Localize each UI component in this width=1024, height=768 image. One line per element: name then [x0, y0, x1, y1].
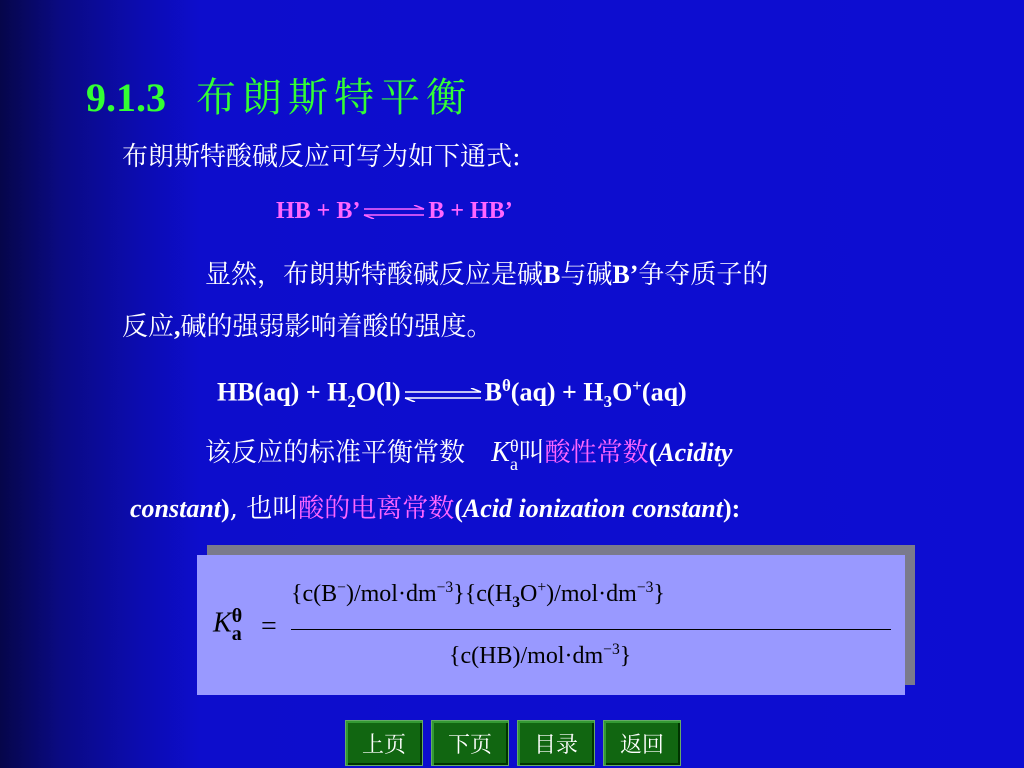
- num-sup: −3: [636, 579, 654, 596]
- intro-text: 布朗斯特酸碱反应可写为如下通式:: [122, 142, 521, 172]
- back-button[interactable]: 返回: [603, 720, 681, 766]
- formula-k-sub: a: [231, 623, 242, 645]
- num-part: {c(B: [291, 581, 338, 607]
- section-number: 9.1.3: [86, 75, 166, 120]
- base-b-prime: B’: [612, 260, 639, 289]
- eq-part: (aq) + H: [510, 377, 604, 407]
- ionization-english: Acid ionization constant: [462, 494, 723, 523]
- explanation-text: 反应: [122, 312, 175, 342]
- section-title: 布朗斯特平衡: [196, 75, 472, 121]
- num-sup: +: [537, 579, 547, 596]
- num-part: )/mol·dm: [546, 581, 637, 607]
- formula-k-sup: θ: [231, 605, 243, 627]
- acidity-english: constant: [130, 494, 222, 523]
- explanation-text: 争夺质子的: [638, 260, 769, 290]
- num-part: }{c(H: [453, 581, 513, 607]
- den-part: }: [619, 643, 632, 669]
- eq-subscript: 3: [603, 391, 613, 411]
- acidity-line-2: [130, 488, 740, 525]
- formula-denominator: [449, 641, 631, 670]
- general-equation: [276, 198, 513, 225]
- fraction-bar: [291, 629, 891, 630]
- acidity-text: 叫: [518, 438, 545, 468]
- eq-superscript: θ: [501, 376, 511, 395]
- eq-part: (aq): [641, 377, 687, 407]
- prev-page-button[interactable]: 上页: [345, 720, 423, 766]
- general-equation-left: HB + B’: [276, 198, 361, 224]
- formula-equals: =: [261, 611, 277, 642]
- den-sup: −3: [603, 641, 620, 658]
- acidity-text: , 也叫: [229, 494, 299, 524]
- paren: ):: [723, 494, 741, 523]
- formula-numerator: [291, 579, 665, 612]
- ionization-term: 酸的电离常数: [298, 494, 455, 524]
- ka-sub: a: [509, 453, 518, 474]
- comma: ,: [174, 312, 181, 341]
- ka-symbol: [491, 435, 519, 474]
- formula-k: [213, 607, 242, 643]
- explanation-line-1: [205, 254, 768, 291]
- formula-box: [197, 555, 905, 695]
- ka-sup: θ: [509, 435, 519, 456]
- num-part: )/mol·dm: [345, 581, 437, 607]
- paren: ): [221, 494, 230, 523]
- den-part: {c(HB)/mol·dm: [449, 643, 604, 669]
- ka-scripts: [510, 437, 519, 473]
- eq-part: O(l): [355, 377, 401, 407]
- num-sup: −3: [436, 579, 454, 596]
- acidity-text: 该反应的标准平衡常数: [205, 438, 466, 468]
- acidity-term: 酸性常数: [544, 438, 649, 468]
- eq-part: B: [484, 377, 502, 407]
- next-page-button[interactable]: 下页: [431, 720, 509, 766]
- num-sup: −: [337, 579, 346, 596]
- num-part: O: [520, 581, 538, 607]
- eq-superscript: +: [632, 376, 642, 395]
- formula-k-letter: K: [213, 607, 232, 639]
- explanation-text: 碱的强弱影响着酸的强度。: [180, 312, 493, 342]
- num-part: }: [653, 581, 665, 607]
- acidity-english: Acidity: [657, 438, 733, 467]
- paren: (: [648, 438, 658, 467]
- slide-title: [86, 66, 472, 123]
- toc-button[interactable]: 目录: [517, 720, 595, 766]
- explanation-text: 显然，布朗斯特酸碱反应是碱: [205, 260, 544, 290]
- eq-part: O: [612, 377, 633, 407]
- equilibrium-arrow-icon: [362, 205, 426, 219]
- general-equation-right: B + HB’: [428, 198, 513, 224]
- eq-subscript: 2: [347, 391, 356, 411]
- explanation-text: 与碱: [560, 260, 613, 290]
- num-sub: 3: [512, 593, 521, 611]
- ka-k: K: [491, 437, 510, 468]
- aqueous-equation: [217, 376, 687, 412]
- base-b: B: [543, 260, 561, 289]
- equilibrium-arrow-icon: [403, 388, 483, 402]
- acidity-line-1: [205, 432, 732, 473]
- explanation-line-2: [122, 306, 493, 343]
- formula-k-scripts: [232, 607, 242, 643]
- paren: (: [454, 494, 463, 523]
- eq-part: HB(aq) + H: [217, 377, 348, 407]
